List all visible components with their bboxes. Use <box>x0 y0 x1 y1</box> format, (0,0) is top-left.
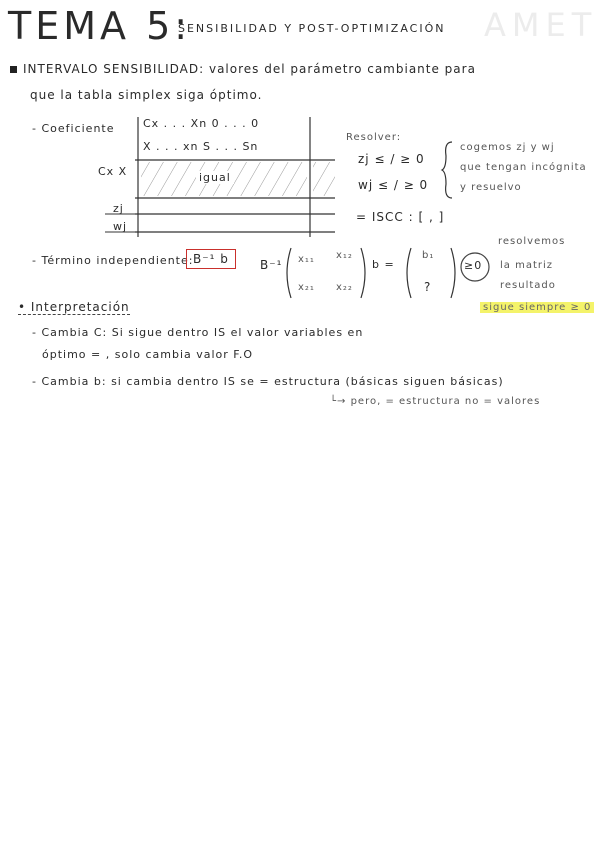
title-colon: : <box>174 4 192 48</box>
resolver-note1: cogemos zj y wj <box>460 142 555 153</box>
table-row-label-cx: Cx X <box>98 165 128 178</box>
matrix-cell-22: x₂₂ <box>336 282 353 293</box>
highlighted-note: sigue siempre ≥ 0 <box>480 302 594 313</box>
termino-boxed-formula: B⁻¹ b <box>186 249 236 269</box>
termino-note2: la matriz <box>500 260 554 271</box>
matrix-times-b: b = <box>372 258 395 271</box>
interp-c-line1: - Cambia C: Si sigue dentro IS el valor variables en <box>32 326 364 339</box>
table-row2: X . . . xn S . . . Sn <box>143 140 259 153</box>
intervalo-label: INTERVALO SENSIBILIDAD: <box>23 62 205 76</box>
page-subtitle: SENSIBILIDAD Y POST-OPTIMIZACIÓN <box>178 22 446 35</box>
table-row1: Cx . . . Xn 0 . . . 0 <box>143 117 260 130</box>
bleed-through-text: AMET <box>484 6 598 44</box>
termino-note1: resolvemos <box>498 236 566 247</box>
matrix-prefix: B⁻¹ <box>260 258 283 272</box>
matrix-brackets <box>283 244 473 302</box>
title-tema: TEMA 5 <box>8 4 175 48</box>
circle-ge-zero: ≥0 <box>464 259 483 272</box>
termino-note3: resultado <box>500 280 556 291</box>
resolver-title: Resolver: <box>346 132 402 143</box>
table-igual: igual <box>196 171 234 184</box>
resolver-note3: y resuelvo <box>460 182 522 193</box>
table-zj: zj <box>113 202 124 215</box>
interp-b-line2: └→ pero, = estructura no = valores <box>330 396 541 407</box>
matrix-cell-11: x₁₁ <box>298 254 315 265</box>
intervalo-text: valores del parámetro cambiante para <box>208 62 476 76</box>
termino-label: - Término independiente: <box>32 254 194 267</box>
resolver-wj: wj ≤ / ≥ 0 <box>358 178 429 192</box>
matrix-cell-21: x₂₁ <box>298 282 315 293</box>
square-bullet-icon <box>10 66 17 73</box>
interpretacion-heading: • Interpretación <box>18 300 130 314</box>
resolver-zj: zj ≤ / ≥ 0 <box>358 152 425 166</box>
intervalo-line2: que la tabla simplex siga óptimo. <box>30 88 263 102</box>
curly-brace-icon <box>440 140 456 200</box>
page-title <box>8 4 191 48</box>
intervalo-heading <box>10 62 476 76</box>
interp-b-line1: - Cambia b: si cambia dentro IS se = estructura (básicas siguen básicas) <box>32 375 504 388</box>
vector-b2: ? <box>424 280 432 294</box>
matrix-cell-12: x₁₂ <box>336 250 353 261</box>
interp-c-line2: óptimo = , solo cambia valor F.O <box>42 348 254 361</box>
vector-b1: b₁ <box>422 250 435 261</box>
resolver-iscc: = ISCC : [ , ] <box>356 210 445 224</box>
table-wj: wj <box>113 220 128 233</box>
coeficiente-label: - Coeficiente <box>32 122 115 135</box>
resolver-note2: que tengan incógnita <box>460 162 587 173</box>
